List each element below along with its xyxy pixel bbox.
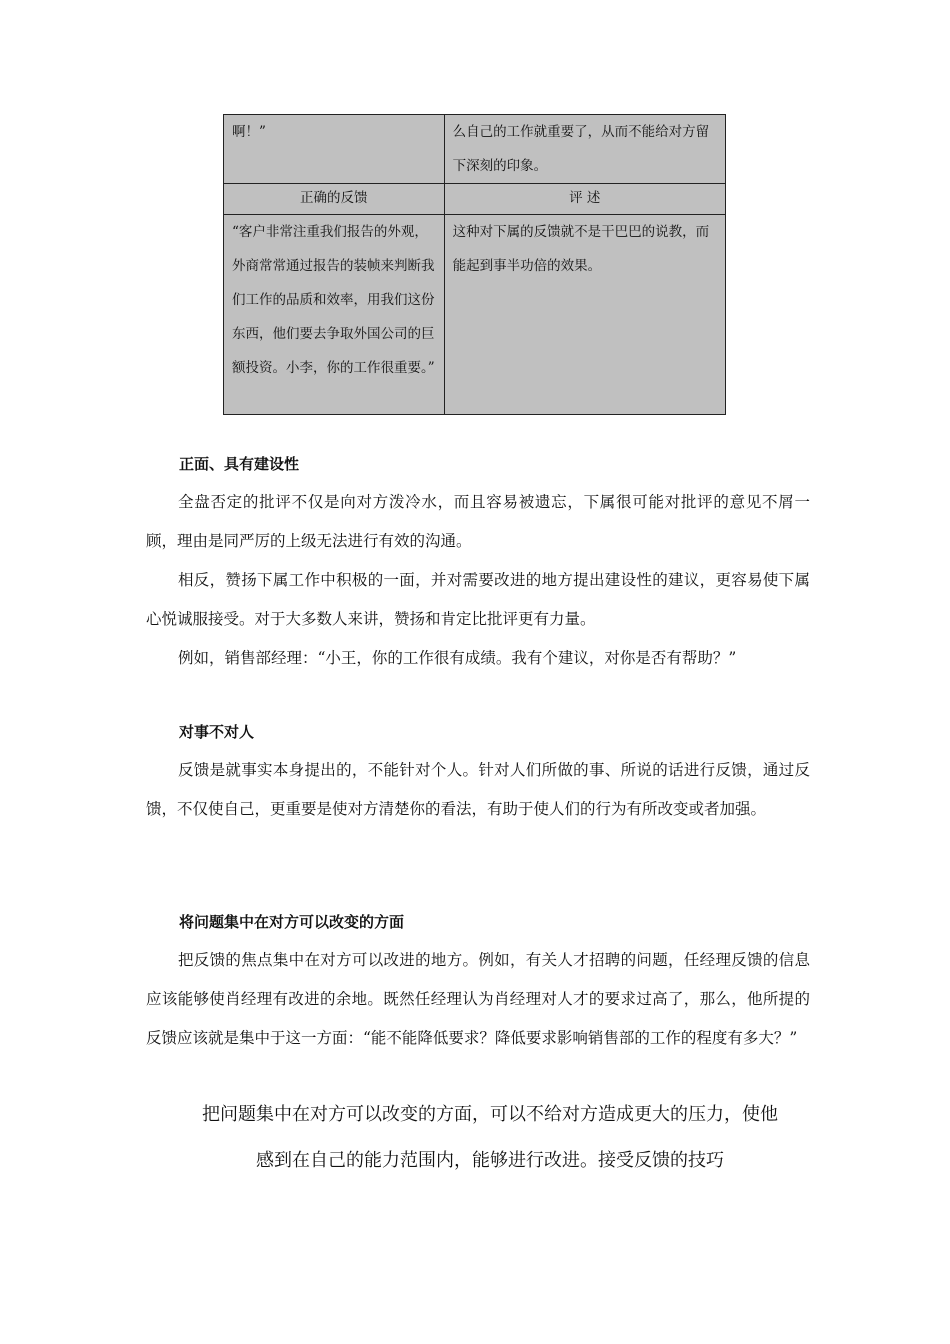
section-heading: 对事不对人: [179, 723, 255, 741]
cell-text: “客户非常注重我们报告的外观，外商常常通过报告的装帧来判断我们工作的品质和效率，用我们这份东西，他们要去争取外国公司的巨额投资。小李，你的工作很重要。”: [232, 224, 435, 376]
column-header-comment: 评 述: [444, 184, 725, 215]
summary-line-2: 感到在自己的能力范围内，能够进行改进。接受反馈的技巧: [256, 1150, 724, 1171]
table-cell: [444, 215, 725, 415]
table-row: [224, 215, 726, 415]
paragraph: 相反，赞扬下属工作中积极的一面，并对需要改进的地方提出建设性的建议，更容易使下属心悦诚服接受。对于大多数人来讲，赞扬和肯定比批评更有力量。: [146, 571, 810, 628]
table-cell: [224, 215, 445, 415]
cell-text: 啊！”: [232, 124, 266, 140]
paragraph: 全盘否定的批评不仅是向对方泼冷水，而且容易被遗忘，下属很可能对批评的意见不屑一顾，理由是同严厉的上级无法进行有效的沟通。: [146, 493, 810, 550]
section-heading: 将问题集中在对方可以改变的方面: [179, 913, 405, 931]
paragraph: 反馈是就事实本身提出的，不能针对个人。针对人们所做的事、所说的话进行反馈，通过反馈，不仅使自己，更重要是使对方清楚你的看法，有助于使人们的行为有所改变或者加强。: [146, 761, 810, 818]
column-header-correct-feedback: 正确的反馈: [224, 184, 445, 215]
summary-line-1: 把问题集中在对方可以改变的方面，可以不给对方造成更大的压力，使他: [202, 1104, 778, 1125]
paragraph: 例如，销售部经理：“小王，你的工作很有成绩。我有个建议，对你是否有帮助？”: [178, 649, 737, 667]
table-cell: [224, 115, 445, 184]
section-heading: 正面、具有建设性: [179, 455, 300, 473]
paragraph: 把反馈的焦点集中在对方可以改进的地方。例如，有关人才招聘的问题，任经理反馈的信息应该能够使肖经理有改进的余地。既然任经理认为肖经理对人才的要求过高了，那么，他所提的反馈应该就是集中于这一方面：“能不能降低要求？降低要求影响销售部的工作的程度有多大？”: [146, 951, 810, 1047]
cell-text: 么自己的工作就重要了，从而不能给对方留下深刻的印象。: [452, 124, 710, 174]
table-cell: [444, 115, 725, 184]
table-header-row: [224, 184, 726, 215]
feedback-table: [223, 114, 726, 415]
cell-text: 这种对下属的反馈就不是干巴巴的说教，而能起到事半功倍的效果。: [452, 224, 710, 274]
table-row: [224, 115, 726, 184]
